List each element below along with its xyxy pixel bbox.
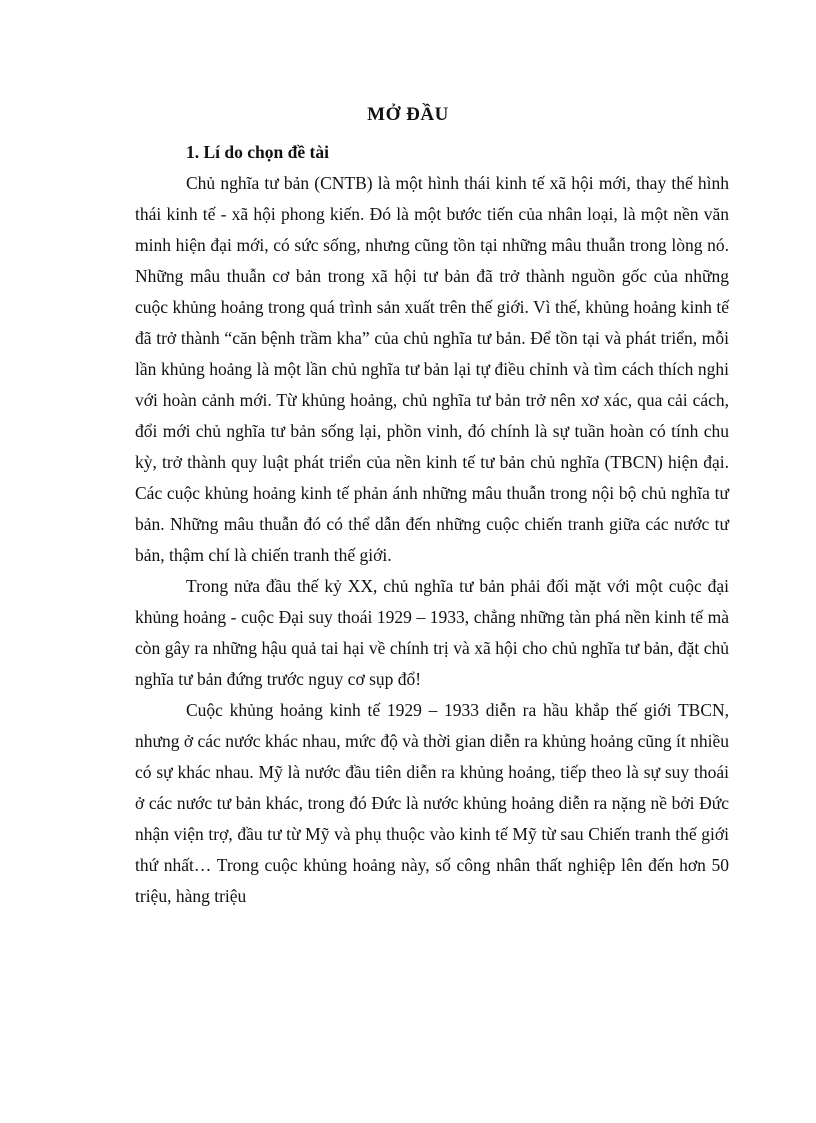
body-text <box>135 168 729 912</box>
section-heading: 1. Lí do chọn đề tài <box>186 142 329 162</box>
paragraph: Cuộc khủng hoảng kinh tế 1929 – 1933 diễn ra hầu khắp thế giới TBCN, nhưng ở các nước khác nhau, mức độ và thời gian diễn ra khủng hoảng cũng ít nhiều có sự khác nhau. Mỹ là nước đầu tiên diễn ra khủng hoảng, tiếp theo là sự suy thoái ở các nước tư bản khác, trong đó Đức là nước khủng hoảng diễn ra nặng nề bởi Đức nhận viện trợ, đầu tư từ Mỹ và phụ thuộc vào kinh tế Mỹ từ sau Chiến tranh thế giới thứ nhất… Trong cuộc khủng hoảng này, số công nhân thất nghiệp lên đến hơn 50 triệu, hàng triệu <box>135 700 729 906</box>
page-title: MỞ ĐẦU <box>367 104 449 125</box>
paragraph: Trong nửa đầu thế kỷ XX, chủ nghĩa tư bản phải đối mặt với một cuộc đại khủng hoảng - cuộc Đại suy thoái 1929 – 1933, chẳng những tàn phá nền kinh tế mà còn gây ra những hậu quả tai hại về chính trị và xã hội cho chủ nghĩa tư bản, đặt chủ nghĩa tư bản đứng trước nguy cơ sụp đổ! <box>135 576 729 689</box>
paragraph: Chủ nghĩa tư bản (CNTB) là một hình thái kinh tế xã hội mới, thay thế hình thái kinh tế - xã hội phong kiến. Đó là một bước tiến của nhân loại, là một nền văn minh hiện đại mới, có sức sống, nhưng cũng tồn tại những mâu thuẫn trong lòng nó. Những mâu thuẫn cơ bản trong xã hội tư bản đã trở thành nguồn gốc của những cuộc khủng hoảng trong quá trình sản xuất trên thế giới. Vì thế, khủng hoảng kinh tế đã trở thành “căn bệnh trầm kha” của chủ nghĩa tư bản. Để tồn tại và phát triển, mỗi lần khủng hoảng là một lần chủ nghĩa tư bản lại tự điều chỉnh và tìm cách thích nghi với hoàn cảnh mới. Từ khủng hoảng, chủ nghĩa tư bản trở nên xơ xác, qua cải cách, đổi mới chủ nghĩa tư bản sống lại, phồn vinh, đó chính là sự tuần hoàn có tính chu kỳ, trở thành quy luật phát triển của nền kinh tế tư bản chủ nghĩa (TBCN) hiện đại. Các cuộc khủng hoảng kinh tế phản ánh những mâu thuẫn trong nội bộ chủ nghĩa tư bản. Những mâu thuẫn đó có thể dẫn đến những cuộc chiến tranh giữa các nước tư bản, thậm chí là chiến tranh thế giới. <box>135 173 729 565</box>
